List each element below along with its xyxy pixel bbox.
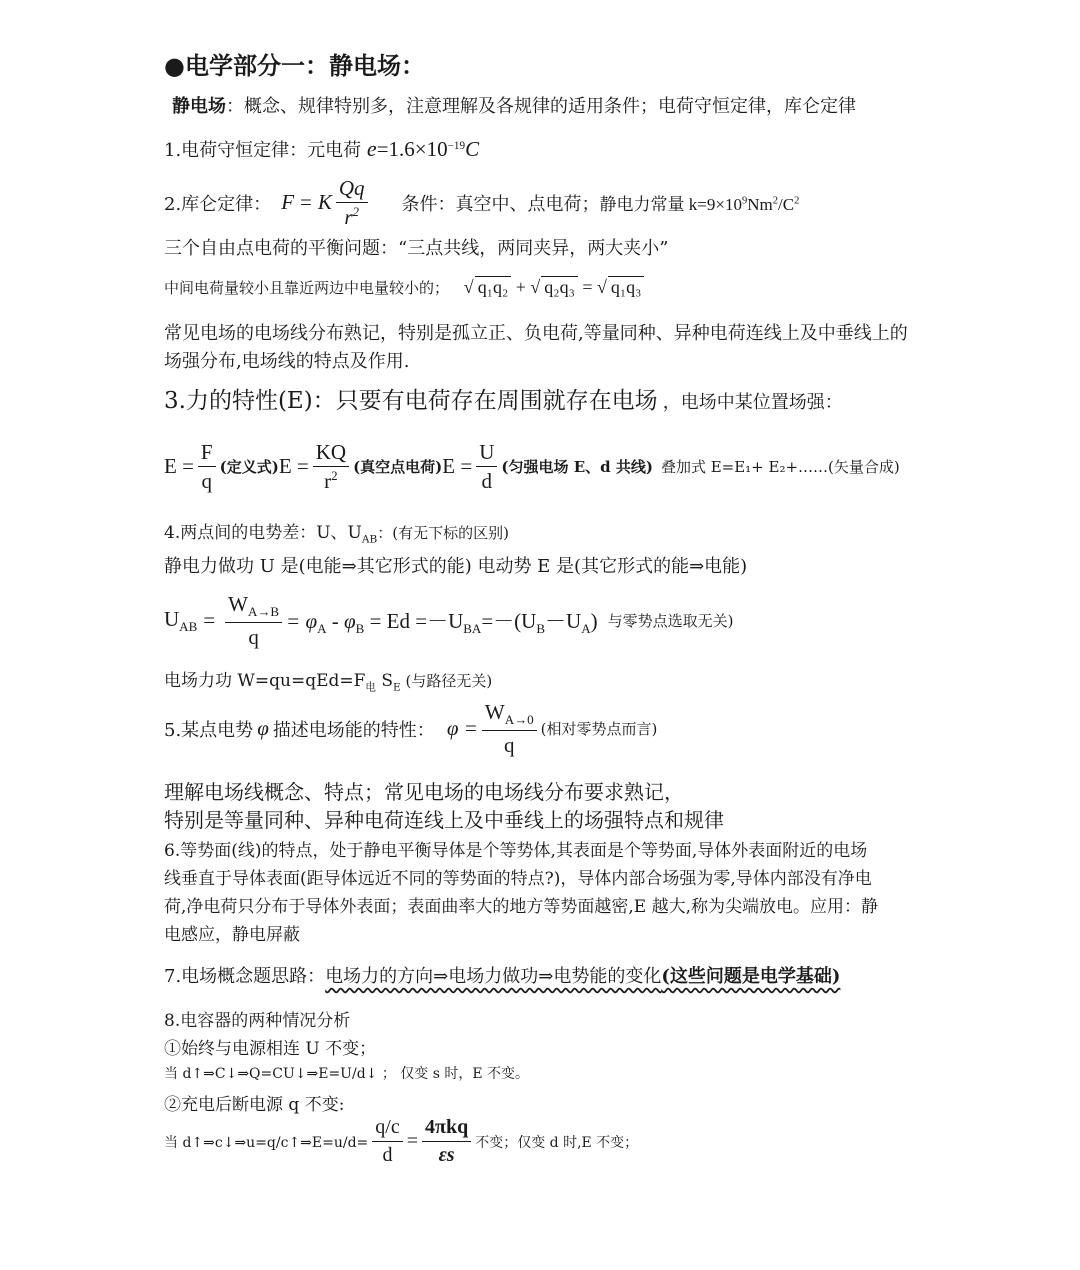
s2-const: 静电力常量 k=9×10 bbox=[599, 195, 742, 215]
section-4 bbox=[164, 518, 509, 545]
section-7 bbox=[164, 962, 840, 988]
s6-line1: 6.等势面(线)的特点，处于静电平衡导体是个等势体,其表面是个等势面,导体外表面附近的电场 bbox=[164, 841, 868, 861]
s1-e: e bbox=[366, 136, 377, 161]
coulomb-fraction bbox=[336, 176, 368, 229]
s6-line4: 电感应，静电屏蔽 bbox=[164, 925, 300, 945]
work-line-1: 静电力做功 U 是(电能⇒其它形式的能) 电动势 E 是(其它形式的能⇒电能) bbox=[164, 556, 748, 577]
s7-path: 电场力的方向⇒电场力做功⇒电势能的变化 bbox=[325, 966, 662, 987]
mid-eq: = bbox=[582, 277, 593, 297]
mid-text: 中间电荷量较小且靠近两边中电量较小的； bbox=[164, 279, 450, 297]
s3-lead: 3.力的特性(E)：只要有电荷存在周围就存在电场 bbox=[164, 388, 658, 414]
uab-s1: A bbox=[317, 620, 327, 636]
s4-sub: AB bbox=[361, 533, 378, 546]
uab-s2: B bbox=[355, 620, 365, 636]
eq3-E3: E = bbox=[442, 454, 473, 479]
s2-unit-exp1: 2 bbox=[772, 195, 779, 207]
work2-tail: (与路径无关) bbox=[400, 672, 493, 690]
s5-phi: φ bbox=[257, 716, 269, 741]
s8-d2: εs bbox=[438, 1144, 455, 1166]
section-3 bbox=[164, 382, 843, 415]
s7-lead: 7.电场概念题思路： bbox=[164, 966, 326, 987]
work2-sub2: E bbox=[393, 681, 401, 694]
s2-const-unit: Nm bbox=[747, 195, 773, 215]
s1-value: =1.6×10 bbox=[376, 137, 448, 161]
s5-lead: 5.某点电势 bbox=[164, 719, 254, 741]
section-2 bbox=[164, 176, 799, 229]
uab-minus: - φ bbox=[326, 608, 356, 633]
s6-line3: 荷,净电荷只分布于导体外表面；表面曲率大的地方等势面越密,E 越大,称为尖端放电。应用：静 bbox=[164, 897, 879, 917]
middle-charge-line: 中间电荷量较小且靠近两边中电量较小的； √ q₁q₂ + √ q₂q₃ = √ q₁q₃ bbox=[164, 276, 644, 298]
s8-case2: ②充电后断电源 q 不变: bbox=[164, 1095, 345, 1115]
intro-label: 静电场 bbox=[172, 96, 226, 117]
mid-r2: q₂q₃ bbox=[541, 276, 578, 298]
uab-s4: B bbox=[536, 620, 546, 636]
eq3-d2: r bbox=[324, 469, 332, 494]
eq3-n1: F bbox=[198, 440, 216, 467]
s2-lead: 2.库仑定律： bbox=[164, 193, 272, 215]
s2-den-exp: 2 bbox=[352, 204, 360, 220]
s1-text: 1.电荷守恒定律：元电荷 bbox=[164, 140, 362, 161]
uab-Usub: AB bbox=[179, 618, 198, 634]
uab-U: U bbox=[164, 606, 180, 631]
s8-tail: 不变；仅变 d 时,E 不变； bbox=[475, 1134, 639, 1151]
s2-cond: 条件：真空中、点电荷； bbox=[401, 193, 600, 215]
eq3-E1: E = bbox=[164, 454, 194, 479]
uab-s3: BA bbox=[463, 620, 482, 636]
section-5 bbox=[164, 700, 657, 757]
s1-exp: −19 bbox=[447, 140, 466, 152]
s5-num-sub: A→0 bbox=[504, 712, 534, 728]
s8-c2f: 当 d↑⇒c↓⇒u=q/c↑⇒E=u/d= bbox=[164, 1134, 369, 1151]
intro-line bbox=[172, 92, 856, 118]
uab-num: W bbox=[228, 592, 248, 616]
s8-d1: d bbox=[382, 1144, 393, 1166]
mid-r3: q₁q₃ bbox=[608, 276, 645, 298]
s7-tail: (这些问题是电学基础) bbox=[661, 966, 841, 987]
uab-den: q bbox=[248, 625, 259, 650]
eq3-d1: q bbox=[201, 469, 213, 494]
eq3-l3: (匀强电场 E、d 共线) bbox=[501, 458, 653, 477]
s5-den: q bbox=[503, 733, 515, 758]
s2-F: F bbox=[281, 190, 295, 215]
para2-line1: 理解电场线概念、特点；常见电场的电场线分布要求熟记， bbox=[164, 780, 684, 804]
work2-text: 电场力功 W=qu=qEd=F bbox=[164, 671, 366, 691]
page-title: ●电学部分一：静电场： bbox=[164, 51, 425, 80]
s2-const-exp: 9 bbox=[741, 195, 748, 207]
uab-eq: = bbox=[203, 608, 216, 633]
uab-num-sub: A→B bbox=[247, 604, 280, 620]
s8-title: 8.电容器的两种情况分析 bbox=[164, 1011, 351, 1031]
eq3-super: 叠加式 E=E₁+ E₂+……(矢量合成) bbox=[660, 458, 900, 477]
three-charges-line: 三个自由点电荷的平衡问题：“三点共线，两同夹异，两大夹小” bbox=[164, 238, 669, 259]
uab-note: 与零势点选取无关) bbox=[607, 612, 734, 631]
uab-s5: A bbox=[581, 620, 591, 636]
eq3-n2: KQ bbox=[313, 440, 349, 467]
eq3-d3: d bbox=[481, 469, 493, 494]
para2-line2: 特别是等量同种、异种电荷连线上及中垂线上的场强特点和规律 bbox=[164, 808, 724, 832]
work-line-2 bbox=[164, 666, 492, 694]
intro-text: ：概念、规律特别多，注意理解及各规律的适用条件；电荷守恒定律，库仑定律 bbox=[226, 96, 856, 117]
uab-rest3: =－(U bbox=[481, 608, 537, 633]
s2-den: r bbox=[344, 205, 353, 230]
field-formulas bbox=[164, 440, 900, 493]
eq3-E2: E = bbox=[278, 454, 309, 479]
eq3-l2: (真空点电荷) bbox=[353, 458, 443, 477]
eq3-l1: (定义式) bbox=[219, 458, 279, 477]
s2-eq: = bbox=[300, 190, 312, 215]
uab-rest1: = φ bbox=[286, 608, 318, 633]
s2-K: K bbox=[317, 190, 332, 215]
work2-mid: S bbox=[375, 671, 394, 691]
s5-num: W bbox=[484, 700, 505, 724]
uab-rest4: －U bbox=[545, 608, 582, 633]
s8-case2-formula bbox=[164, 1116, 638, 1167]
s8-eq: = bbox=[406, 1130, 418, 1152]
s5-phi2: φ = bbox=[446, 716, 478, 741]
s8-case1-formula: 当 d↑⇒C↓⇒Q=CU↓⇒E=U/d↓ ； 仅变 s 时，E 不变。 bbox=[164, 1066, 530, 1082]
s4-tail: ：(有无下标的区别) bbox=[377, 524, 509, 542]
para1-line1: 常见电场的电场线分布熟记，特别是孤立正、负电荷,等量同种、异种电荷连线上及中垂线上的 bbox=[164, 323, 908, 344]
uab-formula bbox=[164, 592, 733, 649]
mid-plus: + bbox=[515, 277, 526, 297]
s8-n2: 4πkq bbox=[422, 1116, 471, 1142]
s2-unit-mid: /C bbox=[778, 195, 795, 215]
s1-unit: C bbox=[465, 137, 480, 161]
mid-r1: q₁q₂ bbox=[475, 276, 512, 298]
uab-rest5: ) bbox=[590, 608, 598, 633]
s5-note: (相对零势点而言) bbox=[540, 720, 658, 739]
section-1 bbox=[164, 136, 479, 162]
s8-case1: ①始终与电源相连 U 不变； bbox=[164, 1039, 377, 1059]
s6-line2: 线垂直于导体表面(距导体远近不同的等势面的特点?)，导体内部合场强为零,导体内部没有净电 bbox=[164, 869, 872, 889]
s8-n1: q/c bbox=[372, 1116, 402, 1142]
s4-text: 4.两点间的电势差：U、U bbox=[164, 523, 362, 543]
s5-mid: 描述电场能的特性： bbox=[272, 719, 435, 741]
s2-num: Qq bbox=[336, 176, 368, 203]
s3-tail: ，电场中某位置场强： bbox=[662, 392, 843, 413]
para1-line2: 场强分布,电场线的特点及作用. bbox=[164, 351, 410, 372]
eq3-n3: U bbox=[476, 440, 497, 467]
eq3-d2exp: 2 bbox=[331, 468, 338, 484]
s2-unit-exp2: 2 bbox=[794, 195, 800, 207]
uab-rest2: = Ed =－U bbox=[364, 608, 464, 633]
work2-sub: 电 bbox=[365, 681, 376, 694]
